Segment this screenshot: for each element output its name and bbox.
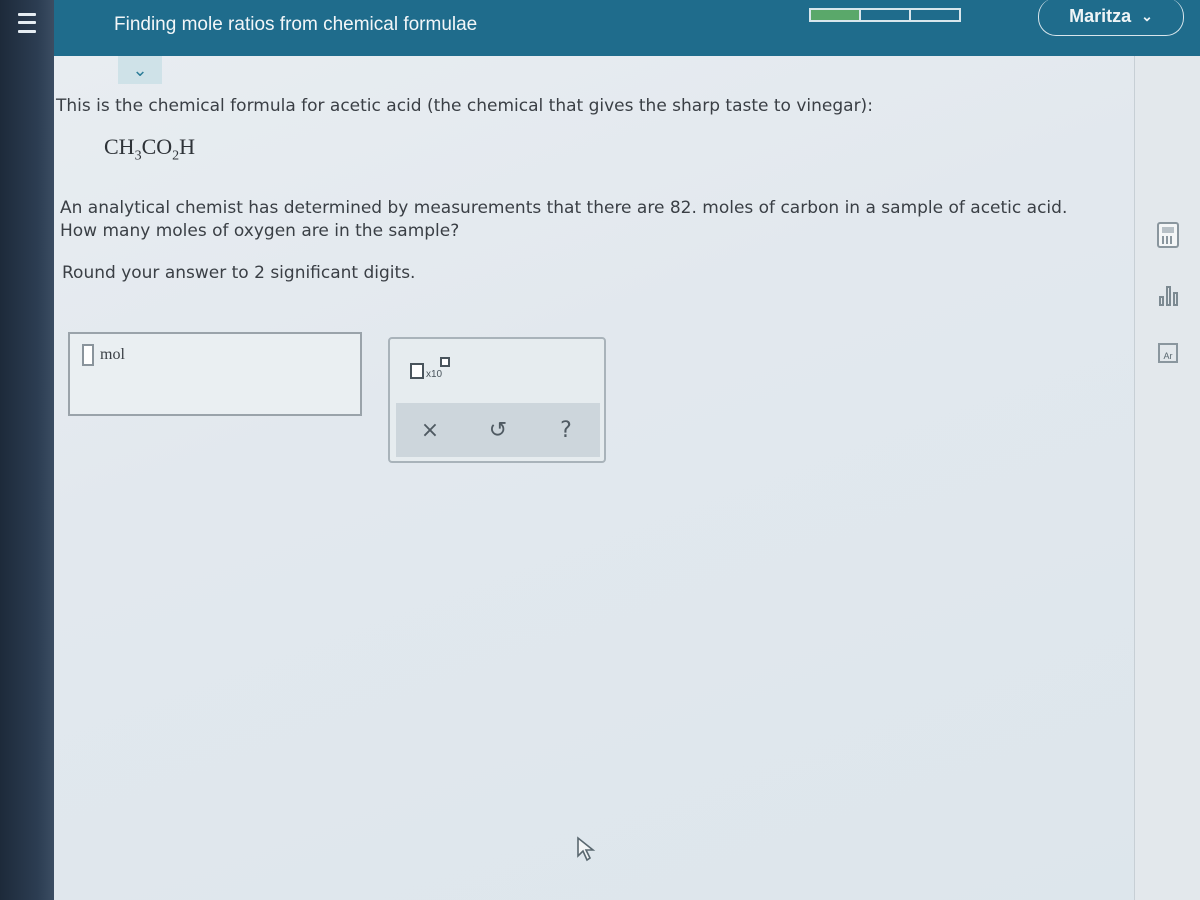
chemical-formula: $CH_3CO_2H$ bbox=[104, 134, 196, 164]
data-button[interactable] bbox=[1135, 278, 1200, 312]
progress-segment bbox=[859, 8, 911, 22]
scientific-notation-button[interactable] bbox=[406, 353, 462, 389]
progress-segment-filled bbox=[809, 8, 861, 22]
page-title: Finding mole ratios from chemical formulae bbox=[114, 14, 478, 35]
calculator-icon bbox=[1157, 222, 1179, 248]
question-text-1: An analytical chemist has determined by measurements that there are 82. moles of carbon in a sample of acetic acid. bbox=[60, 198, 1068, 218]
math-toolbox bbox=[388, 337, 606, 463]
user-name: Maritza bbox=[1069, 6, 1132, 26]
answer-area bbox=[68, 332, 362, 416]
progress-segment bbox=[909, 8, 961, 22]
user-menu-button[interactable] bbox=[1038, 0, 1184, 36]
intro-text: This is the chemical formula for acetic acid (the chemical that gives the sharp taste to vinegar): bbox=[56, 96, 873, 116]
pointer-cursor-icon bbox=[575, 836, 597, 862]
top-bar bbox=[54, 0, 1200, 56]
calculator-button[interactable] bbox=[1135, 218, 1200, 252]
left-edge bbox=[0, 0, 54, 900]
undo-icon[interactable]: ↺ bbox=[488, 417, 508, 443]
chevron-down-icon: ⌄ bbox=[1141, 8, 1153, 24]
chevron-down-icon: ⌄ bbox=[132, 59, 148, 81]
periodic-table-button[interactable] bbox=[1135, 336, 1200, 370]
periodic-table-icon: Ar bbox=[1158, 343, 1178, 363]
clear-icon[interactable]: × bbox=[420, 417, 440, 443]
unit-label: mol bbox=[100, 346, 125, 363]
bar-chart-icon bbox=[1159, 284, 1178, 306]
answer-input[interactable] bbox=[82, 344, 94, 366]
x10-label: x10 bbox=[426, 369, 443, 380]
tool-rail bbox=[1134, 56, 1200, 900]
collapse-toggle[interactable] bbox=[118, 56, 162, 84]
rounding-instruction: Round your answer to 2 significant digits. bbox=[62, 263, 416, 283]
progress-bar bbox=[809, 8, 959, 22]
help-icon[interactable]: ? bbox=[560, 417, 572, 443]
toolbox-actions bbox=[396, 403, 600, 457]
question-panel bbox=[54, 56, 1134, 900]
question-text-2: How many moles of oxygen are in the sample? bbox=[60, 221, 460, 241]
menu-icon[interactable] bbox=[10, 4, 44, 42]
